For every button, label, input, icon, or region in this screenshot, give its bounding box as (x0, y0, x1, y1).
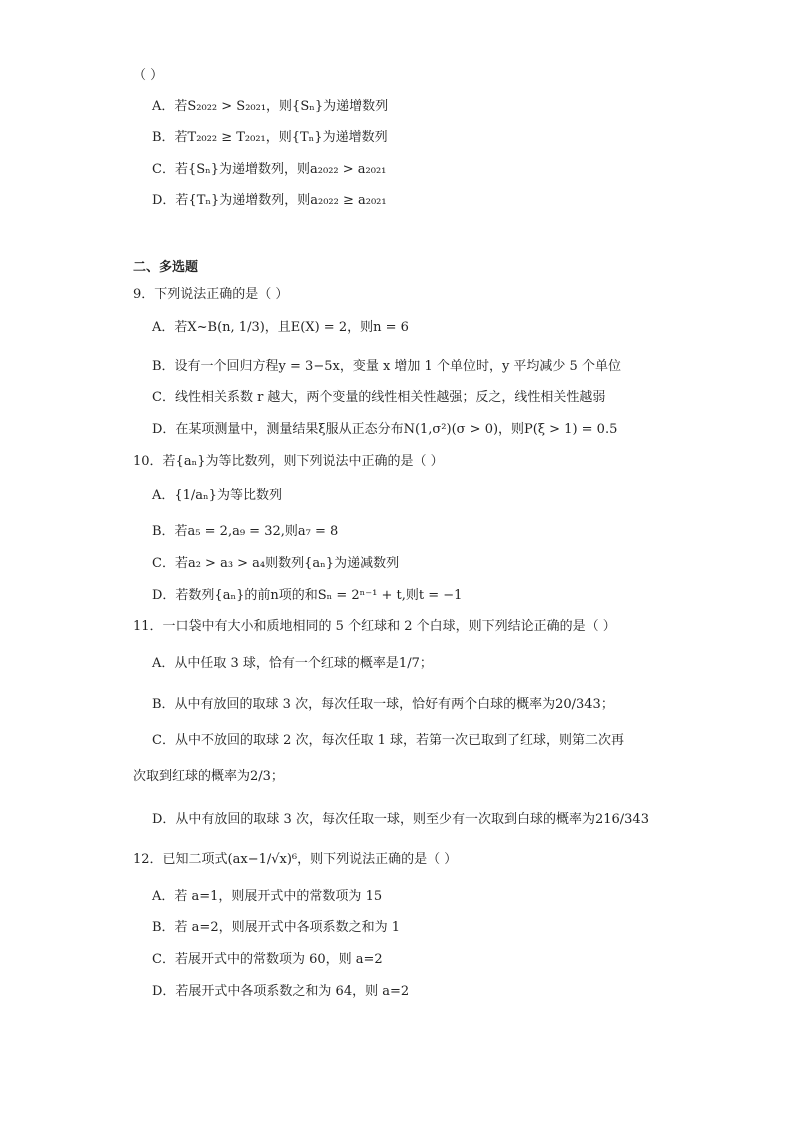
q10-option-c: C．若a₂ > a₃ > a₄则数列{aₙ}为递减数列 (152, 556, 400, 571)
q11-option-d: D．从中有放回的取球 3 次，每次任取一球，则至少有一次取到白球的概率为216/343 (152, 812, 649, 827)
q9-option-b: B．设有一个回归方程y = 3−5x，变量 x 增加 1 个单位时，y 平均减少 5 个单位 (152, 359, 621, 374)
q12-stem: 12．已知二项式(ax−1/√x)⁶，则下列说法正确的是（ ） (133, 852, 458, 867)
q12-option-d: D．若展开式中各项系数之和为 64，则 a=2 (152, 984, 410, 999)
section-title: 二、多选题 (133, 260, 199, 275)
q9-option-c: C．线性相关系数 r 越大，两个变量的线性相关性越强；反之，线性相关性越弱 (152, 390, 606, 405)
q11-option-c: C．从中不放回的取球 2 次，每次任取 1 球，若第一次已取到了红球，则第二次再 (152, 733, 625, 748)
q10-option-a: A．{1/aₙ}为等比数列 (152, 488, 282, 503)
q12-option-c: C．若展开式中的常数项为 60，则 a=2 (152, 952, 383, 967)
q11-stem: 11．一口袋中有大小和质地相同的 5 个红球和 2 个白球，则下列结论正确的是（ ） (133, 619, 616, 634)
q8-bracket: （ ） (133, 68, 164, 83)
q9-option-d: D．在某项测量中，测量结果ξ服从正态分布N(1,σ²)(σ > 0)，则P(ξ > 1) = 0.5 (152, 422, 618, 437)
q11-option-a: A．从中任取 3 球，恰有一个红球的概率是1/7； (152, 656, 433, 671)
q8-option-d: D．若{Tₙ}为递增数列，则a₂₀₂₂ ≥ a₂₀₂₁ (152, 193, 387, 208)
q10-option-b: B．若a₅ = 2,a₉ = 32,则a₇ = 8 (152, 524, 339, 539)
q9-option-a: A．若X~B(n, 1/3)，且E(X) = 2，则n = 6 (152, 320, 409, 335)
q12-option-a: A．若 a=1，则展开式中的常数项为 15 (152, 889, 383, 904)
q10-option-d: D．若数列{aₙ}的前n项的和Sₙ = 2ⁿ⁻¹ + t,则t = −1 (152, 588, 463, 603)
q12-option-b: B．若 a=2，则展开式中各项系数之和为 1 (152, 920, 401, 935)
q11-option-c-cont: 次取到红球的概率为2/3； (133, 769, 284, 784)
q11-option-b: B．从中有放回的取球 3 次，每次任取一球，恰好有两个白球的概率为20/343； (152, 697, 614, 712)
q8-option-c: C．若{Sₙ}为递增数列，则a₂₀₂₂ > a₂₀₂₁ (152, 162, 387, 177)
q8-option-b: B．若T₂₀₂₂ ≥ T₂₀₂₁，则{Tₙ}为递增数列 (152, 130, 388, 145)
q10-stem: 10．若{aₙ}为等比数列，则下列说法中正确的是（ ） (133, 454, 444, 469)
q8-option-a: A．若S₂₀₂₂ > S₂₀₂₁，则{Sₙ}为递增数列 (152, 99, 389, 114)
q9-stem: 9．下列说法正确的是（ ） (133, 287, 289, 302)
